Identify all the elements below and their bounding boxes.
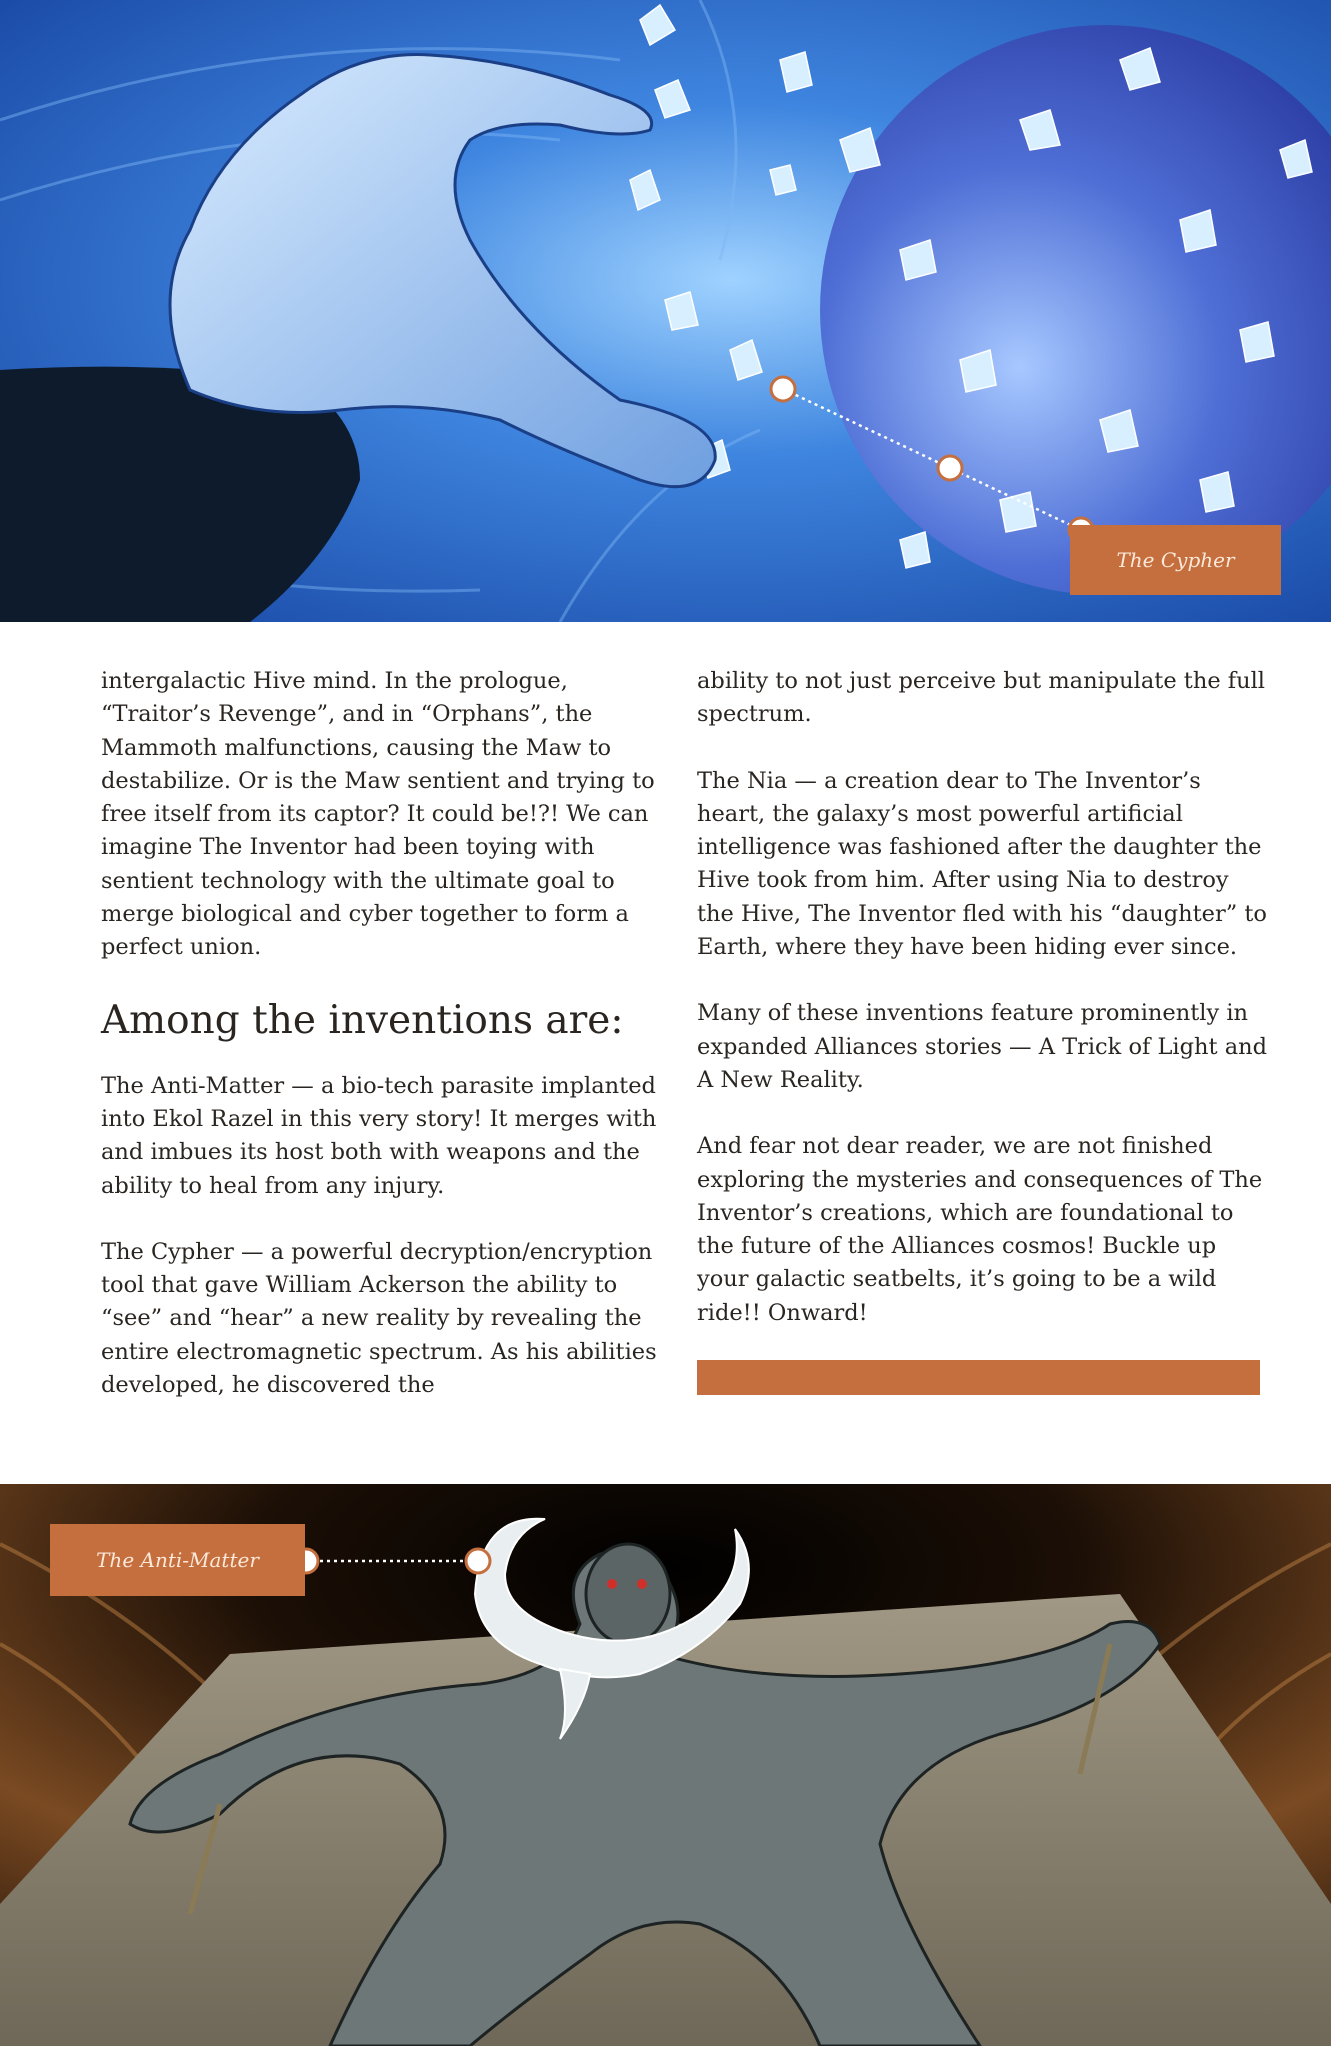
creature-eye-right [637,1579,647,1589]
cypher-continued-paragraph: ability to not just perceive but manipulate the full spectrum. [697,668,1266,728]
nia-paragraph: The Nia — a creation dear to The Inventor’s heart, the galaxy’s most powerful artificial intelligence was fashioned after the daughter the Hive took from him. After using Nia to destroy the Hive, The Inventor fled with his “daughter” to Earth, where they have been hiding ever since. [697,767,1267,961]
section-heading: Among the inventions are: [101,997,624,1043]
cypher-callout-label [1070,525,1281,595]
left-column [101,665,669,1435]
cypher-illustration [0,0,1331,622]
anti-matter-paragraph: The Anti-Matter — a bio-tech parasite implanted into Ekol Razel in this very story! It merges with and imbues its host both with weapons and the ability to heal from any injury. [101,1072,657,1199]
intro-paragraph: intergalactic Hive mind. In the prologue, “Traitor’s Revenge”, and in “Orphans”, the Mammoth malfunctions, causing the Maw to destabilize. Or is the Maw sentient and trying to free itself from its captor? It could be!?! We can imagine The Inventor had been toying with sentient technology with the ultimate goal to merge biological and cyber together to form a perfect union. [101,668,655,961]
creature-head [586,1544,670,1644]
cypher-paragraph: The Cypher — a powerful decryption/encryption tool that gave William Ackerson the ability to “see” and “hear” a new reality by revealing the entire electromagnetic spectrum. As his abilities developed, he discovered the [101,1238,657,1399]
orange-divider-bar [697,1360,1260,1395]
stories-paragraph: Many of these inventions feature prominently in expanded Alliances stories — A Trick of Light and A New Reality. [697,1000,1268,1093]
anti-matter-illustration [0,1484,1331,2046]
creature-eye-left [607,1579,617,1589]
anti-matter-callout-label [50,1524,305,1596]
right-column [697,665,1269,1395]
cypher-callout-text: The Cypher [1116,548,1235,572]
closing-paragraph: And fear not dear reader, we are not finished exploring the mysteries and consequences of The Inventor’s creations, which are foundational to the future of the Alliances cosmos! Buckle up your galactic seatbelts, it’s going to be a wild ride!! Onward! [697,1133,1263,1326]
anti-matter-callout-text: The Anti-Matter [96,1548,259,1572]
